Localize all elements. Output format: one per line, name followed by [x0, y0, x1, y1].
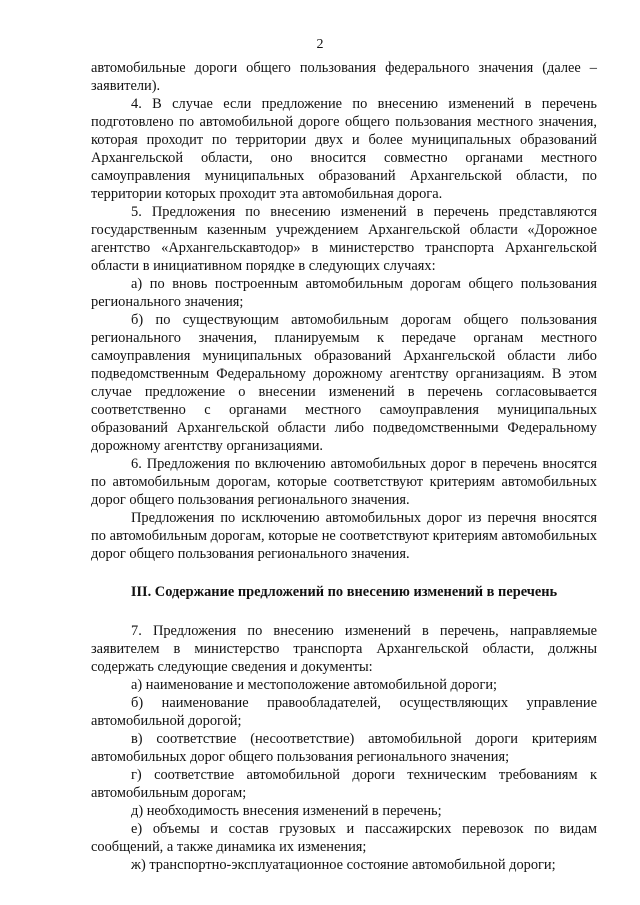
section-heading: III. Содержание предложений по внесению изменений в перечень: [130, 584, 558, 600]
paragraph-item-7: 7. Предложения по внесению изменений в перечень, направляемые заявителем в министерство транспорта Архангельской области, должны содержать следующие сведения и документы:: [91, 623, 597, 675]
paragraph-continuation: автомобильные дороги общего пользования федерального значения (далее – заявители).: [91, 60, 597, 94]
subitem-7a: а) наименование и местоположение автомобильной дороги;: [131, 677, 498, 693]
paragraph-item-4: 4. В случае если предложение по внесению изменений в перечень подготовлено по автомобильной дороге общего пользования местного значения, которая проходит по территории двух и более муниципальных образований Архангельской области, оно вносится совместно органами местного самоуправления муниципальных образований Архангельской области, по территории которых проходит эта автомобильная дорога.: [91, 96, 597, 202]
paragraph-exclusion: Предложения по исключению автомобильных дорог из перечня вносятся по автомобильным дорогам, которые не соответствуют критериям автомобильных дорог общего пользования регионального значения.: [91, 510, 597, 562]
document-body: [91, 59, 597, 874]
subitem-7v: в) соответствие (несоответствие) автомобильной дороги критериям автомобильных дорог общего пользования регионального значения;: [91, 731, 597, 765]
subitem-7zh: ж) транспортно-эксплуатационное состояние автомобильной дороги;: [131, 857, 556, 873]
paragraph-item-6: 6. Предложения по включению автомобильных дорог в перечень вносятся по автомобильным дорогам, которые соответствуют критериям автомобильных дорог общего пользования регионального значения.: [91, 456, 597, 508]
subitem-5a: а) по вновь построенным автомобильным дорогам общего пользования регионального значения;: [91, 276, 597, 310]
subitem-7b: б) наименование правообладателей, осуществляющих управление автомобильной дорогой;: [91, 695, 597, 729]
subitem-7d: д) необходимость внесения изменений в перечень;: [131, 803, 442, 819]
page-number: 2: [316, 37, 324, 52]
subitem-7g: г) соответствие автомобильной дороги техническим требованиям к автомобильным дорогам;: [91, 767, 597, 801]
subitem-5b: б) по существующим автомобильным дорогам общего пользования регионального значения, планируемым к передаче органам местного самоуправления муниципальных образований Архангельской области либо подведомственным Федеральному дорожному агентству организациям. В этом случае предложение о внесении изменений в перечень согласовывается соответственно с органами местного самоуправления муниципальных образований Архангельской области либо подведомственными Федеральному дорожному агентству организациями.: [91, 312, 597, 454]
subitem-7e: е) объемы и состав грузовых и пассажирских перевозок по видам сообщений, а также динамика их изменения;: [91, 821, 597, 855]
paragraph-item-5: 5. Предложения по внесению изменений в перечень представляются государственным казенным учреждением Архангельской области «Дорожное агентство «Архангельскавтодор» в министерство транспорта Архангельской области в инициативном порядке в следующих случаях:: [91, 204, 597, 274]
